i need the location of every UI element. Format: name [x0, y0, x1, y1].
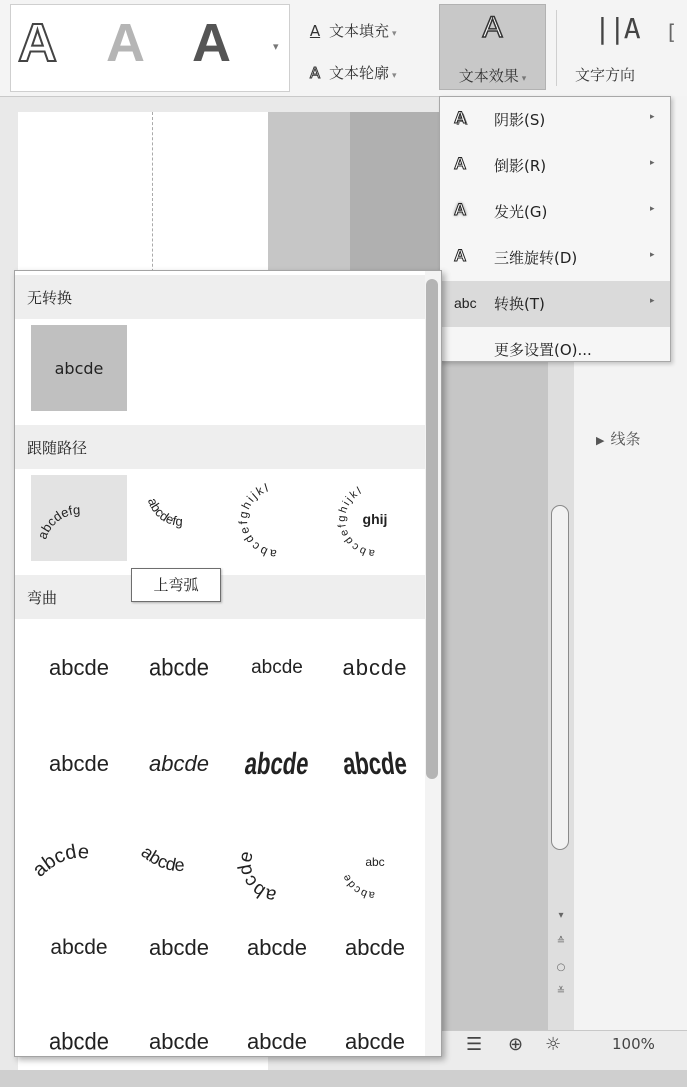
transform-gallery	[14, 270, 442, 1057]
warp-chevron-up-tile[interactable]	[31, 721, 127, 807]
warp-sample: abcde	[247, 1029, 307, 1054]
menu-item-reflection[interactable]	[440, 143, 670, 189]
warp-sample: abcde	[149, 751, 209, 776]
submenu-arrow-icon: ▸	[650, 250, 655, 260]
3d-rotation-icon: A	[454, 246, 467, 265]
ribbon-separator	[556, 10, 557, 86]
text-direction-icon: ||A	[594, 12, 639, 45]
warp-ring-outside-tile[interactable]	[327, 721, 423, 807]
menu-item-label: 倒影(R)	[494, 157, 547, 175]
menu-item-3d-rotation[interactable]	[440, 235, 670, 281]
warp-sample: abcde	[49, 751, 109, 776]
warp-sample: abcde	[340, 745, 409, 781]
gallery-more-icon[interactable]: ▾	[273, 40, 279, 53]
warp-sample: abcde	[149, 935, 209, 960]
svg-text:abcdefghijkl: abcdefghijkl	[235, 480, 278, 562]
menu-item-label: 发光(G)	[494, 203, 548, 221]
prev-page-icon[interactable]: ≙	[556, 936, 566, 947]
warp-sample: abcde	[345, 935, 405, 960]
glow-icon: A	[454, 200, 467, 219]
warp-sample: abcde	[49, 655, 109, 680]
arch-down-preview	[134, 478, 224, 558]
warp-button-tile[interactable]	[327, 817, 423, 903]
circle-preview	[232, 478, 322, 562]
next-page-icon[interactable]: ≚	[556, 986, 566, 997]
tooltip: 上弯弧	[131, 568, 221, 602]
circle-tile[interactable]	[229, 475, 325, 561]
warp-sample: abcde	[247, 935, 307, 960]
text-direction-button[interactable]: 文字方向	[575, 66, 636, 84]
dropdown-arrow-icon: ▾	[392, 29, 397, 39]
web-view-icon[interactable]: ⊕	[508, 1034, 524, 1055]
svg-text:abcdefg: abcdefg	[34, 502, 81, 542]
menu-item-shadow[interactable]	[440, 97, 670, 143]
button-warp-preview	[330, 820, 420, 900]
warp-inflate-bottom-tile[interactable]	[229, 999, 325, 1057]
warp-sample: abcde	[345, 1029, 405, 1054]
warp-chevron-down-tile[interactable]	[131, 721, 227, 807]
expand-arrow-icon: ▶	[596, 434, 605, 447]
scrollbar-thumb[interactable]	[551, 505, 569, 850]
submenu-arrow-icon: ▸	[650, 112, 655, 122]
dropdown-arrow-icon: ▾	[392, 71, 397, 81]
warp-wave1-tile[interactable]	[31, 905, 127, 991]
outline-text-style[interactable]: A	[18, 13, 57, 73]
svg-text:abcde: abcde	[340, 871, 376, 902]
scroll-down-icon[interactable]: ▾	[558, 910, 564, 921]
section-warp: 弯曲	[15, 575, 425, 619]
menu-item-more-settings[interactable]	[440, 327, 670, 373]
warp-sample: abcde	[50, 936, 108, 959]
svg-text:abcdefg: abcdefg	[144, 495, 184, 529]
transform-none-tile[interactable]	[31, 325, 127, 411]
svg-text:abcde: abcde	[137, 841, 185, 876]
warp-sample: abcde	[149, 1029, 209, 1054]
warp-sample: abcde	[243, 745, 312, 781]
menu-item-transform[interactable]	[440, 281, 670, 327]
svg-text:abcde: abcde	[28, 840, 91, 882]
text-effects-menu	[439, 96, 671, 362]
submenu-arrow-icon: ▸	[650, 204, 655, 214]
warp-sample: abcde	[342, 655, 408, 680]
svg-text:abcde: abcde	[234, 849, 278, 907]
text-fill-label: 文本填充	[329, 22, 390, 40]
arch-up-preview	[34, 478, 124, 558]
submenu-arrow-icon: ▸	[650, 296, 655, 306]
reading-view-icon[interactable]: ☼	[545, 1034, 562, 1055]
reflection-icon: A	[454, 154, 467, 173]
warp-arch-up-tile[interactable]	[28, 817, 127, 903]
arch-up-tile[interactable]	[31, 475, 127, 561]
warp-sample: abcde	[49, 1027, 109, 1056]
select-browse-object-icon[interactable]: ○	[556, 962, 566, 973]
submenu-arrow-icon: ▸	[650, 158, 655, 168]
button-preview	[330, 478, 420, 558]
text-outline-label: 文本轮廓	[329, 64, 390, 82]
arch-down-warp-preview	[134, 830, 224, 890]
window-bottom-edge	[0, 1070, 687, 1087]
circle-warp-preview	[232, 820, 322, 907]
outline-view-icon[interactable]: ☰	[466, 1034, 483, 1055]
menu-item-label: 转换(T)	[494, 295, 545, 313]
sample-text: abcde	[54, 358, 104, 378]
warp-sample: abcde	[149, 653, 209, 682]
zoom-level[interactable]: 100%	[612, 1035, 655, 1053]
dark-gray-text-style[interactable]: A	[192, 13, 231, 73]
text-effects-button[interactable]	[439, 4, 546, 90]
warp-plain-tile[interactable]	[31, 625, 127, 711]
warp-inflate-top-tile[interactable]	[31, 999, 127, 1057]
menu-item-glow[interactable]	[440, 189, 670, 235]
text-fill-button[interactable]	[305, 20, 397, 41]
warp-triangle-up-tile[interactable]	[229, 625, 325, 711]
svg-text:abcdefghijkl: abcdefghijkl	[335, 484, 376, 560]
warp-ring-inside-tile[interactable]	[229, 721, 325, 807]
warp-double-wave2-tile[interactable]	[327, 905, 423, 991]
menu-item-label: 三维旋转(D)	[494, 249, 578, 267]
section-no-transform: 无转换	[15, 275, 425, 319]
warp-stop-tile[interactable]	[131, 625, 227, 711]
svg-text:ghij: ghij	[362, 511, 388, 527]
warp-deflate-top-tile[interactable]	[131, 999, 227, 1057]
warp-arch-down-tile[interactable]	[131, 817, 227, 903]
shadow-icon: A	[454, 108, 467, 127]
clipped-ribbon-icon[interactable]: [	[668, 20, 676, 44]
menu-item-label: 阴影(S)	[494, 111, 546, 129]
light-gray-text-style[interactable]: A	[106, 13, 145, 73]
text-outline-button[interactable]	[305, 62, 397, 83]
section-follow-path: 跟随路径	[15, 425, 425, 469]
text-effects-icon: A	[482, 11, 503, 44]
warp-double-wave1-tile[interactable]	[229, 905, 325, 991]
text-effects-label: 文本效果 ▾	[458, 67, 527, 85]
arch-up-warp-preview	[28, 830, 124, 890]
warp-wave2-tile[interactable]	[131, 905, 227, 991]
margin-guide	[152, 112, 153, 287]
warp-sample: abcde	[251, 657, 303, 678]
warp-deflate-bottom-tile[interactable]	[327, 999, 423, 1057]
gallery-scrollbar-thumb[interactable]	[426, 279, 438, 779]
button-tile[interactable]	[327, 475, 423, 561]
svg-text:abc: abc	[365, 855, 385, 869]
abc-transform-icon: abc	[454, 295, 477, 311]
lines-tab[interactable]: ▶ 线条	[596, 430, 641, 448]
text-outline-icon: A	[309, 64, 321, 82]
arch-down-tile[interactable]	[131, 475, 227, 561]
menu-item-label: 更多设置(O)...	[494, 341, 592, 359]
text-fill-icon: A	[309, 22, 321, 40]
warp-circle-tile[interactable]	[229, 817, 325, 907]
warp-triangle-down-tile[interactable]	[327, 625, 423, 711]
